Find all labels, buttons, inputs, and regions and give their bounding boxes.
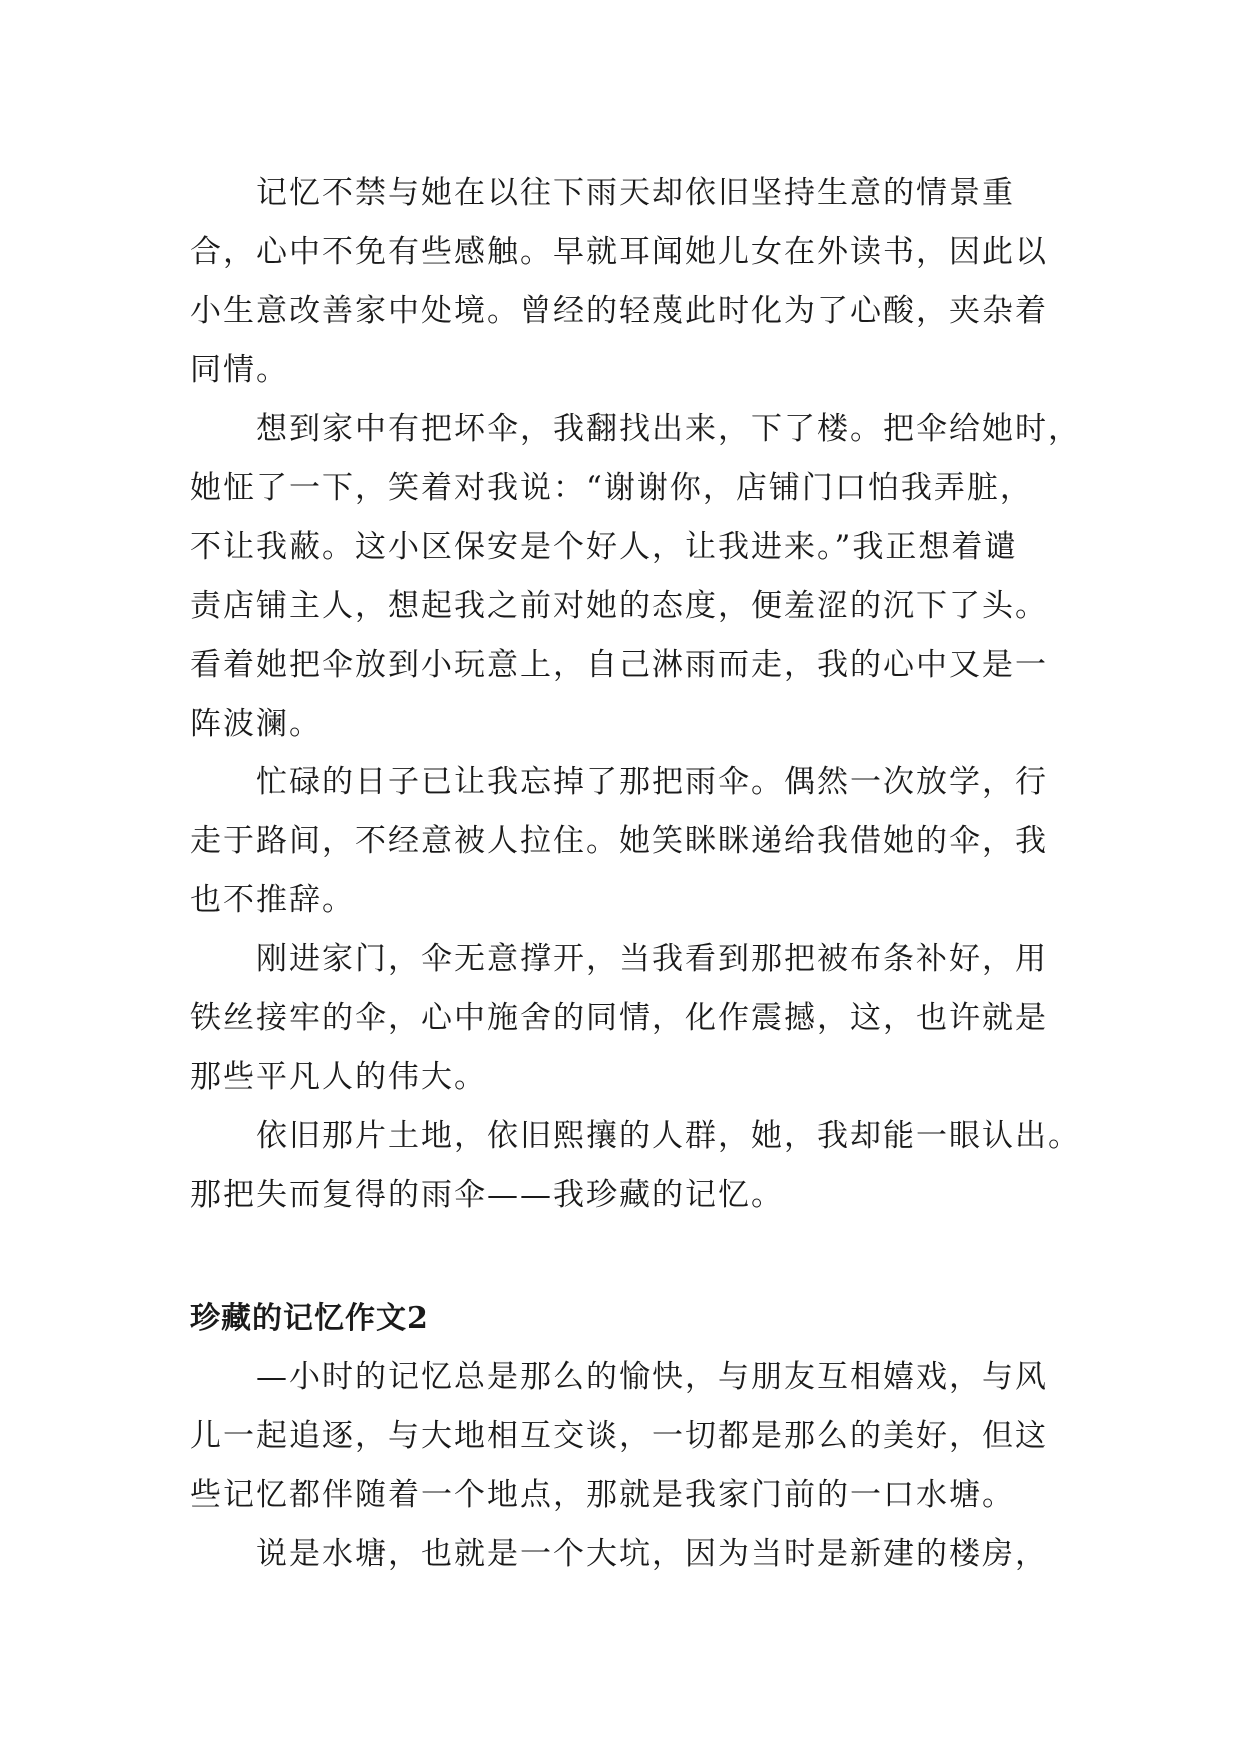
section-heading: 珍藏的记忆作文2 xyxy=(190,1301,429,1336)
paragraph-repaired-umbrella: 刚进家门，伞无意撑开，当我看到那把被布条补好，用 铁丝接牢的伞，心中施舍的同情，化作震撼，这，也许就是 那些平凡人的伟大。 xyxy=(190,941,1048,1095)
paragraph-pond: 说是水塘，也就是一个大坑，因为当时是新建的楼房， xyxy=(256,1536,1048,1572)
paragraph-busy-days: 忙碌的日子已让我忘掉了那把雨伞。偶然一次放学，行 走于路间，不经意被人拉住。她笑眯眯递给我借她的伞，我 也不推辞。 xyxy=(190,764,1048,918)
paragraph-umbrella-gift: 想到家中有把坏伞，我翻找出来，下了楼。把伞给她时， 她怔了一下，笑着对我说：“谢谢你，店铺门口怕我弄脏， 不让我蔽。这小区保安是个好人，让我进来。”我正想着谴 责店铺主人，想起我之前对她的态度，便羞涩的沉下了头。 看着她把伞放到小玩意上，自己淋雨而走，我的心中又是一 阵波澜。 xyxy=(190,411,1081,742)
paragraph-memory-rain: 记忆不禁与她在以往下雨天却依旧坚持生意的情景重 合，心中不免有些感触。早就耳闻她儿女在外读书，因此以 小生意改善家中处境。曾经的轻蔑此时化为了心酸，夹杂着 同情。 xyxy=(190,175,1048,388)
paragraph-ending: 依旧那片土地，依旧熙攘的人群，她，我却能一眼认出。 那把失而复得的雨伞——我珍藏的记忆。 xyxy=(190,1118,1081,1213)
paragraph-childhood-memory: —小时的记忆总是那么的愉快，与朋友互相嬉戏，与风 儿一起追逐，与大地相互交谈，一切都是那么的美好，但这 些记忆都伴随着一个地点，那就是我家门前的一口水塘。 xyxy=(190,1359,1048,1513)
